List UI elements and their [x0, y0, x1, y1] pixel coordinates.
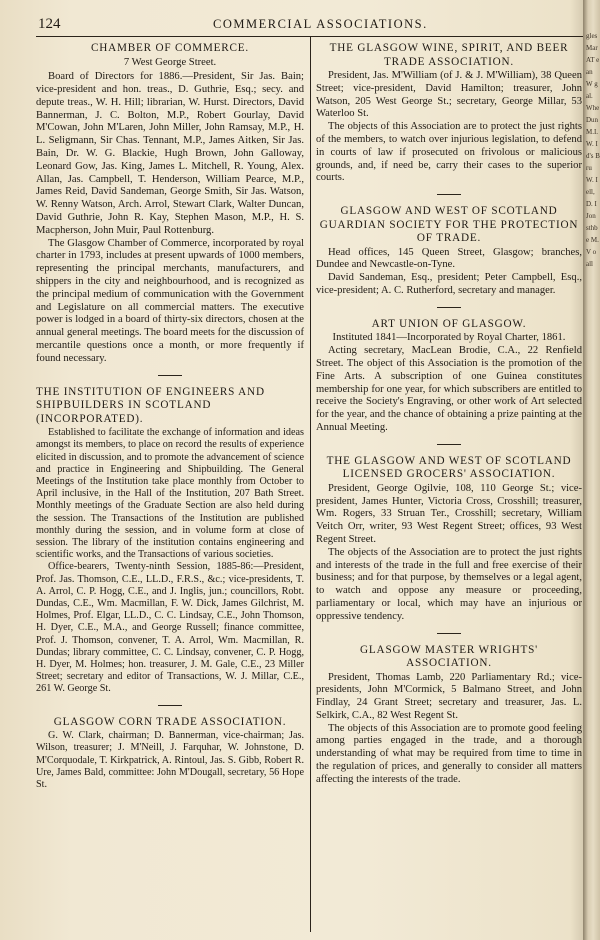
section-divider — [158, 705, 182, 706]
engineers-institution-section — [36, 386, 304, 696]
section-title: GLASGOW AND WEST OF SCOTLAND GUARDIAN SOCIETY FOR THE PROTECTION OF TRADE. — [319, 205, 579, 245]
section-divider — [158, 375, 182, 376]
right-column — [316, 40, 582, 787]
section-title: THE GLASGOW WINE, SPIRIT, AND BEER TRADE ASSOCIATION. — [329, 42, 569, 68]
section-divider — [437, 633, 461, 634]
page-number: 124 — [38, 16, 61, 32]
guardian-society-section — [316, 205, 582, 298]
art-union-section — [316, 318, 582, 435]
corn-trade-section — [36, 716, 304, 792]
section-address: 7 West George Street. — [123, 56, 217, 68]
paragraph: Head offices, 145 Queen Street, Glasgow; branches, Dundee and Newcastle-on-Tyne. — [316, 246, 582, 271]
paragraph: The Glasgow Chamber of Commerce, incorporated by royal charter in 1793, includes at present upwards of 1000 members, representing the principal merchants, manufacturers, and shippers in the city and neighbourhood, and is recognized as the principal medium of communication with the Government and Legislature on all commercial matters. The executive power is lodged in a board of thirty-six directors, chosen at the annual general meetings. The board meets for the discussion of mercantile questions once a month, or more frequently if found necessary. — [36, 237, 304, 364]
running-header — [38, 16, 583, 34]
section-divider — [437, 444, 461, 445]
licensed-grocers-section — [316, 455, 582, 624]
paragraph: President, Jas. M'William (of J. & J. M'William), 38 Queen Street; vice-president, David Hamilton; treasurer, John Watson, 205 West George St.; secretary, George Millar, 53 Waterloo St. — [316, 70, 582, 120]
chamber-of-commerce-section — [36, 42, 304, 366]
section-divider — [437, 307, 461, 308]
section-title: CHAMBER OF COMMERCE. — [90, 42, 250, 54]
paragraph: The objects of the Association are to protect the just rights and interests of the trade in the full and free exercise of their business; and for that purpose, by themselves or a legal agent, to watch and oppose any measure or proceeding, parliamentary or local, which may have an injurious or oppressive tendency. — [316, 546, 582, 622]
section-divider — [437, 194, 461, 195]
paragraph: The objects of this Association are to promote good feeling among parties engaged in the trade, and a thorough understanding of what may be required from time to time in the regulation of prices, and generally to consider all matters affecting the interests of the trade. — [316, 722, 582, 785]
paragraph: President, George Ogilvie, 108, 110 George St.; vice-president, James Hunter, Victoria Cross, Crosshill; treasurer, Wm. Rogers, 33 Struan Ter., Crosshill; secretary, William Veitch Orr, writer, 93 West Regent Street; offices, 93 West Regent Street. — [316, 482, 582, 545]
section-title: THE GLASGOW AND WEST OF SCOTLAND LICENSED GROCERS' ASSOCIATION. — [326, 454, 572, 481]
running-title: COMMERCIAL ASSOCIATIONS. — [213, 17, 428, 31]
paragraph: David Sandeman, Esq., president; Peter Campbell, Esq., vice-president; A. C. Rutherford, secretary and manager. — [316, 272, 582, 297]
facing-page-text: gles Mar AT e an W gal. Whe Dun M.I. W. I d's Bru W. I ell, D. I Jon sthbe M. V o all — [586, 32, 600, 268]
section-title: ART UNION OF GLASGOW. — [371, 317, 527, 330]
section-title: THE INSTITUTION OF ENGINEERS AND SHIPBUILDERS IN SCOTLAND (INCORPORATED). — [36, 385, 265, 425]
column-rule — [310, 37, 311, 932]
paragraph: The objects of this Association are to protect the just rights of the members, to watch over injurious legislation, to defend in courts of law if prosecuted on frivolous or malicious grounds, and, if need be, carry their cases to the superior courts. — [316, 121, 582, 184]
section-title: GLASGOW MASTER WRIGHTS' ASSOCIATION. — [360, 643, 538, 669]
paragraph: Acting secretary, MacLean Brodie, C.A., 22 Renfield Street. The object of this Association is the promotion of the Fine Arts. A subscription of one Guinea constitutes membership for one year, for which subscribers are entitled to receive the Society's Engraving, or other work of Art selected for the year, and the chance of obtaining a prize painting at the Annual Meeting. — [316, 345, 582, 433]
paragraph: Instituted 1841—Incorporated by Royal Charter, 1861. — [332, 332, 566, 344]
paragraph: Established to facilitate the exchange of information and ideas amongst its members, to place on record the results of experience elicited in discussion, and to promote the advancement of science and practice in Engineering and Shipbuilding. The General Meetings of the Institution take place monthly from October to April inclusive, in the Hall of the Institution, 207 Bath Street. Monthly meetings of the Graduate Section are also held during the session. The Transactions of the Institution are published monthly during the session, and in volume form at close of session. The library of the institution contains engineering and scientific works, and the Transactions of various societies. — [36, 427, 304, 561]
wine-spirit-beer-section — [316, 42, 582, 185]
master-wrights-section — [316, 644, 582, 787]
section-title: GLASGOW CORN TRADE ASSOCIATION. — [53, 715, 287, 728]
facing-page-edge — [583, 0, 600, 940]
paragraph: G. W. Clark, chairman; D. Bannerman, vice-chairman; Jas. Wilson, treasurer; J. M'Neill, J. Farquhar, W. Johnstone, D. M'Corquodale, T. Kirkpatrick, A. Rintoul, Jas. S. Gibb, Robert R. Ure, James Bald, committee: John M'Dougall, secretary, 56 Hope St. — [36, 730, 304, 790]
paragraph: Board of Directors for 1886.—President, Sir Jas. Bain; vice-president and hon. treas., D. Guthrie, Esq.; secy. and depute treas., W. H. Hill; librarian, W. Hurst. Directors, David Bannerman, J. C. Bolton, M.P., Robert Gourlay, David M'Cowan, John M'Laren, John Miller, John Ramsay, M.P., H. L. Seligmann, Sir Chas. Tennant, M.P., James Aitken, Sir Jas. Bain, Dr. W. G. Blackie, Hugh Brown, John Galloway, Leonard Gow, Jas. King, James L. Mitchell, R. Young, Alex. Allan, Jas. Campbell, T. Henderson, William Pearce, M.P., James Reid, David Sandeman, George Smith, Sir Jas. Watson, W. Renny Watson, Arch. Arrol, Stewart Clark, Walter Duncan, David Guthrie, John R. Kay, Stephen Mason, M.P., H. S. Macpherson, John Muir, Paul Rottenburg. — [36, 71, 304, 236]
paragraph: Office-bearers, Twenty-ninth Session, 1885-86:—President, Prof. Jas. Thomson, C.E., LL.D., F.R.S., &c.; vice-presidents, T. A. Arrol, C. P. Hogg, C.E., and J. Inglis, jun.; councillors, Robt. Dundas, C.E., Wm. Macmillan, F. W. Dick, James Gilchrist, M. Holmes, Prof. Elgar, LL.D., C. C. Lindsay, C.E., John Thomson, H. Dyer, C.E., M.A., and George Russell; finance committee, Prof. J. Thomson, convener, T. A. Arrol, Wm. Macmillan, R. Dundas; library committee, C. C. Lindsay, convener, C. P. Hogg, H. Dyer, M. Holmes; hon. treasurer, J. M. Gale, C.E., 23 Miller Street; secretary and editor of Transactions, W. J. Millar, C.E., 261 W. George St. — [36, 561, 304, 695]
paragraph: President, Thomas Lamb, 220 Parliamentary Rd.; vice-presidents, John M'Cormick, 5 Balmano Street, and John Findlay, 24 Grant Street; secretary and treasurer, Jas. L. Selkirk, C.A., 82 West Regent St. — [316, 671, 582, 721]
left-column — [36, 40, 304, 791]
